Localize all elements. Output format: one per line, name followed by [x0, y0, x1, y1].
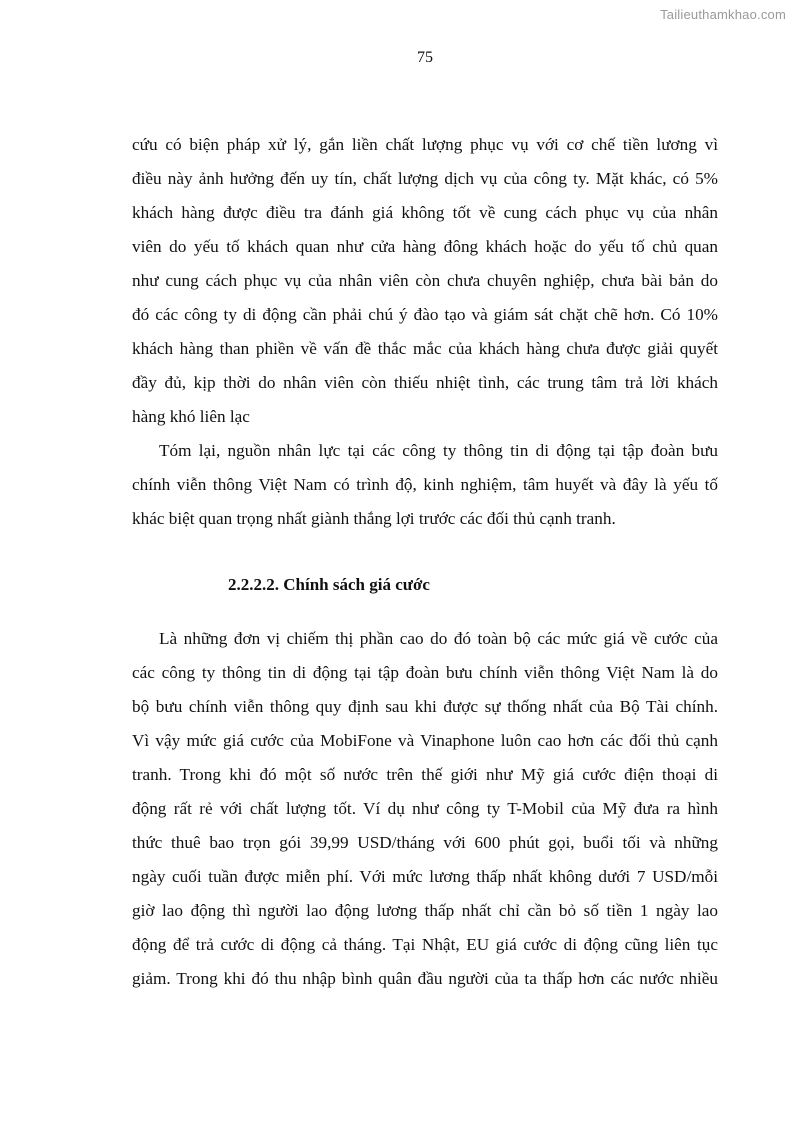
text-line: Tóm lại, nguồn nhân lực tại các công ty thông tin di động tại tập đoàn bưu	[159, 441, 718, 460]
watermark: Tailieuthamkhao.com	[660, 7, 786, 22]
text-line: viên do yếu tố khách quan như cửa hàng đông khách hoặc do yếu tố chủ quan	[132, 237, 718, 256]
text-line: chính viễn thông Việt Nam có trình độ, kinh nghiệm, tâm huyết và đây là yếu tố	[132, 475, 718, 494]
text-line: khách hàng than phiền về vấn đề thắc mắc của khách hàng chưa được giải quyết	[132, 339, 718, 358]
paragraph-block-1	[132, 128, 718, 536]
text-line: Là những đơn vị chiếm thị phần cao do đó toàn bộ các mức giá về cước của	[159, 629, 718, 648]
page-number: 75	[417, 49, 433, 66]
text-line: ngày cuối tuần được miễn phí. Với mức lương thấp nhất không dưới 7 USD/mỗi	[132, 867, 718, 886]
text-line: giảm. Trong khi đó thu nhập bình quân đầu người của ta thấp hơn các nước nhiều	[132, 969, 718, 988]
text-line: Vì vậy mức giá cước của MobiFone và Vinaphone luôn cao hơn các đối thủ cạnh	[132, 731, 718, 750]
text-line: cứu có biện pháp xử lý, gắn liền chất lượng phục vụ với cơ chế tiền lương vì	[132, 135, 718, 154]
text-line: điều này ảnh hưởng đến uy tín, chất lượng dịch vụ của công ty. Mặt khác, có 5%	[132, 169, 718, 188]
text-line: đó các công ty di động cần phải chú ý đào tạo và giám sát chặt chẽ hơn. Có 10%	[132, 305, 718, 324]
text-line: động rất rẻ với chất lượng tốt. Ví dụ như công ty T-Mobil của Mỹ đưa ra hình	[132, 799, 718, 818]
text-line: hàng khó liên lạc	[132, 407, 250, 426]
text-line: giờ lao động thì người lao động lương thấp nhất chỉ cần bỏ số tiền 1 ngày lao	[132, 901, 718, 920]
text-line: bộ bưu chính viễn thông quy định sau khi được sự thống nhất của Bộ Tài chính.	[132, 697, 718, 716]
text-line: như cung cách phục vụ của nhân viên còn chưa chuyên nghiệp, chưa bài bản do	[132, 271, 718, 290]
text-line: tranh. Trong khi đó một số nước trên thế giới như Mỹ giá cước điện thoại di	[132, 765, 718, 784]
paragraph-block-2	[132, 622, 718, 996]
text-line: khách hàng được điều tra đánh giá không tốt về cung cách phục vụ của nhân	[132, 203, 718, 222]
text-line: động để trả cước di động cả tháng. Tại Nhật, EU giá cước di động cũng liên tục	[132, 935, 718, 954]
section-heading: 2.2.2.2. Chính sách giá cước	[228, 575, 430, 594]
text-line: đầy đủ, kịp thời do nhân viên còn thiếu nhiệt tình, các trung tâm trả lời khách	[132, 373, 718, 392]
text-line: thức thuê bao trọn gói 39,99 USD/tháng với 600 phút gọi, buổi tối và những	[132, 833, 718, 852]
text-line: khác biệt quan trọng nhất giành thắng lợi trước các đối thủ cạnh tranh.	[132, 509, 616, 528]
text-line: các công ty thông tin di động tại tập đoàn bưu chính viễn thông Việt Nam là do	[132, 663, 718, 682]
